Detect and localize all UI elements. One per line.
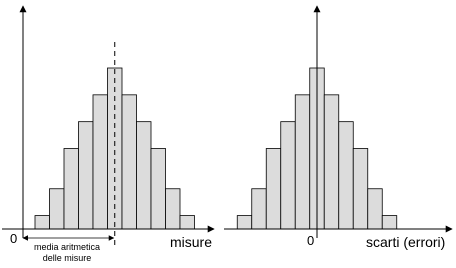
left-bar-9 [151, 149, 166, 230]
left-bar-5 [93, 95, 108, 229]
left-bar-4 [79, 122, 94, 229]
left-annotation-line-2: delle misure [42, 253, 92, 263]
right-bar-1 [237, 216, 252, 229]
right-bar-4 [281, 122, 296, 229]
left-bar-7 [122, 95, 137, 229]
right-bar-11 [382, 216, 397, 229]
left-zero-label: 0 [10, 231, 18, 246]
left-bar-11 [180, 216, 195, 229]
right-x-label: scarti (errori) [366, 234, 446, 250]
right-bar-3 [266, 149, 281, 230]
left-bar-8 [137, 122, 152, 229]
left-bar-10 [166, 189, 181, 229]
right-bar-5 [295, 95, 310, 229]
right-bar-9 [353, 149, 368, 230]
right-bar-10 [368, 189, 383, 229]
right-bar-8 [339, 122, 354, 229]
right-bar-2 [252, 189, 267, 229]
left-bar-3 [64, 149, 79, 230]
chart-left [2, 6, 214, 263]
chart-right [224, 6, 452, 250]
right-zero-label: 0 [307, 233, 315, 248]
left-x-label: misure [170, 234, 213, 250]
left-annotation-line-1: media aritmetica [33, 242, 101, 252]
right-bar-7 [324, 95, 339, 229]
left-bar-1 [35, 216, 50, 229]
left-bar-2 [50, 189, 65, 229]
